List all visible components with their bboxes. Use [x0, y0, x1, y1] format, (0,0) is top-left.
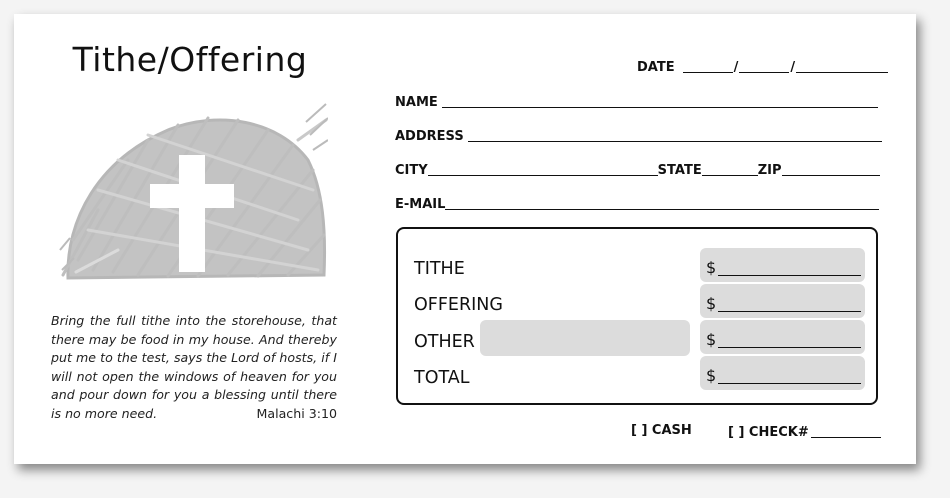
currency-symbol: $: [706, 258, 717, 277]
offering-amount-field[interactable]: [700, 284, 865, 318]
name-line[interactable]: [442, 93, 878, 108]
cash-checkbox-label[interactable]: [ ] CASH: [631, 423, 692, 438]
check-checkbox-label[interactable]: [ ] CHECK#: [728, 425, 809, 440]
city-state-zip-field[interactable]: [395, 161, 880, 178]
email-field[interactable]: [395, 195, 879, 212]
offering-label: OFFERING: [414, 295, 503, 315]
check-option[interactable]: [728, 423, 881, 440]
scripture-verse: [51, 312, 337, 423]
currency-symbol: $: [706, 366, 717, 385]
date-month-line[interactable]: [683, 58, 733, 73]
name-label: NAME: [395, 95, 438, 110]
tithe-envelope-card: [14, 14, 916, 464]
other-label: OTHER: [414, 332, 475, 352]
cash-option[interactable]: [631, 423, 692, 438]
other-description-field[interactable]: [480, 320, 690, 356]
email-label: E-MAIL: [395, 197, 446, 212]
other-amount-field[interactable]: [700, 320, 865, 354]
zip-line[interactable]: [782, 161, 880, 176]
total-amount-field[interactable]: [700, 356, 865, 390]
address-line[interactable]: [468, 127, 882, 142]
tithe-label: TITHE: [414, 259, 465, 279]
email-line[interactable]: [445, 195, 879, 210]
date-separator: /: [790, 60, 796, 75]
amount-line: [718, 275, 861, 276]
date-year-line[interactable]: [796, 58, 888, 73]
address-label: ADDRESS: [395, 129, 464, 144]
city-line[interactable]: [428, 161, 658, 176]
amounts-box: [396, 227, 878, 405]
date-day-line[interactable]: [739, 58, 789, 73]
state-line[interactable]: [702, 161, 758, 176]
zip-label: ZIP: [757, 163, 782, 178]
tithe-amount-field[interactable]: [700, 248, 865, 282]
currency-symbol: $: [706, 294, 717, 313]
total-label: TOTAL: [414, 368, 470, 388]
amount-line: [718, 383, 861, 384]
amount-line: [718, 311, 861, 312]
date-label: DATE: [637, 60, 675, 75]
amount-line: [718, 347, 861, 348]
state-label: STATE: [657, 163, 702, 178]
currency-symbol: $: [706, 330, 717, 349]
date-field[interactable]: [637, 58, 888, 75]
date-separator: /: [733, 60, 739, 75]
name-field[interactable]: [395, 93, 878, 110]
check-number-line[interactable]: [811, 423, 881, 438]
verse-text: Bring the full tithe into the storehouse, that there may be food in my house. And thereby put me to the test, says the Lord of hosts, if I will not open the windows of heaven for you and pour down for you a blessing until there is no more need.: [51, 313, 337, 421]
verse-reference: Malachi 3:10: [251, 405, 338, 424]
city-label: CITY: [395, 163, 428, 178]
page-title: Tithe/Offering: [72, 40, 308, 79]
address-field[interactable]: [395, 127, 882, 144]
cross-emblem-icon: [58, 100, 328, 280]
